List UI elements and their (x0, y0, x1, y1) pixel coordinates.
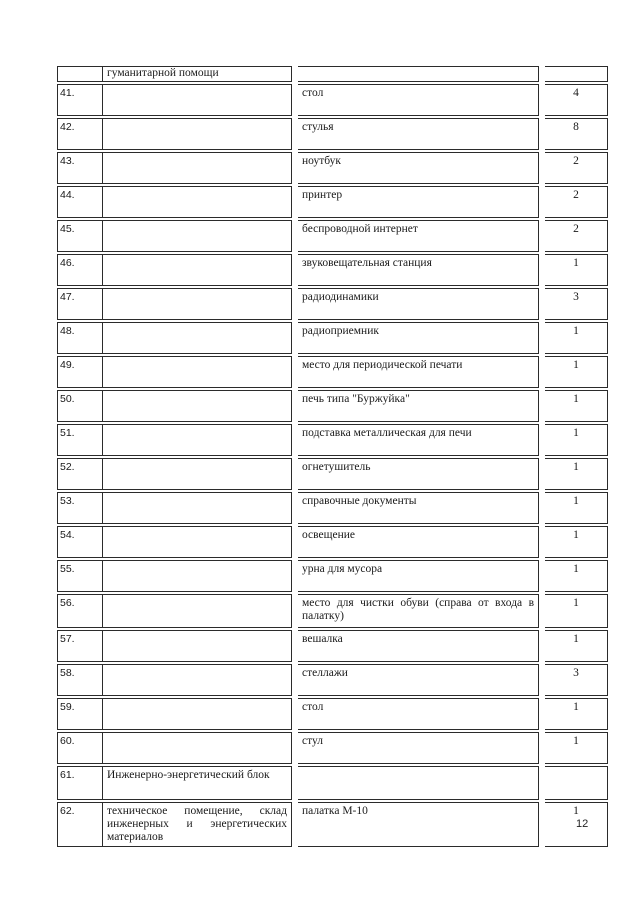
section-cell (103, 560, 292, 592)
qty-cell: 4 (545, 84, 608, 116)
item-cell: стол (298, 698, 539, 730)
item-cell: печь типа "Буржуйка" (298, 390, 539, 422)
section-cell (103, 698, 292, 730)
table-row (57, 220, 608, 252)
row-number: 62. (57, 802, 103, 847)
qty-cell: 1 (545, 356, 608, 388)
section-cell (103, 594, 292, 628)
table-row (57, 390, 608, 422)
row-number: 48. (57, 322, 103, 354)
item-cell: звуковещательная станция (298, 254, 539, 286)
qty-cell: 2 (545, 220, 608, 252)
section-cell: техническое помещение, склад инженерных и энергетических материалов (103, 802, 292, 847)
table-row (57, 458, 608, 490)
table-row (57, 186, 608, 218)
section-cell (103, 322, 292, 354)
qty-cell: 3 (545, 664, 608, 696)
item-cell: урна для мусора (298, 560, 539, 592)
table-row (57, 66, 608, 82)
item-cell: принтер (298, 186, 539, 218)
table-row (57, 732, 608, 764)
row-number: 43. (57, 152, 103, 184)
item-cell: подставка металлическая для печи (298, 424, 539, 456)
item-cell: радиодинамики (298, 288, 539, 320)
section-cell: Инженерно-энергетический блок (103, 766, 292, 800)
item-cell: стул (298, 732, 539, 764)
section-cell (103, 152, 292, 184)
item-cell: огнетушитель (298, 458, 539, 490)
row-number: 57. (57, 630, 103, 662)
section-cell (103, 356, 292, 388)
section-cell (103, 526, 292, 558)
qty-cell: 1 (545, 254, 608, 286)
row-number: 42. (57, 118, 103, 150)
section-cell (103, 84, 292, 116)
row-number: 52. (57, 458, 103, 490)
table-row (57, 356, 608, 388)
qty-cell: 1 (545, 698, 608, 730)
row-number: 55. (57, 560, 103, 592)
row-number: 46. (57, 254, 103, 286)
item-cell: стол (298, 84, 539, 116)
row-number: 49. (57, 356, 103, 388)
section-cell (103, 664, 292, 696)
qty-cell: 1 (545, 492, 608, 524)
row-number: 54. (57, 526, 103, 558)
section-cell (103, 220, 292, 252)
row-number: 51. (57, 424, 103, 456)
table-row (57, 560, 608, 592)
item-cell (298, 66, 539, 82)
section-cell (103, 630, 292, 662)
qty-cell: 1 (545, 390, 608, 422)
item-cell: справочные документы (298, 492, 539, 524)
document-page (57, 64, 606, 849)
section-cell (103, 288, 292, 320)
qty-cell: 1 (545, 732, 608, 764)
section-cell (103, 458, 292, 490)
section-cell: гуманитарной помощи (103, 66, 292, 82)
row-number: 60. (57, 732, 103, 764)
item-cell: стеллажи (298, 664, 539, 696)
row-number: 47. (57, 288, 103, 320)
qty-cell: 3 (545, 288, 608, 320)
item-cell: радиоприемник (298, 322, 539, 354)
qty-cell: 1 (545, 594, 608, 628)
section-cell (103, 186, 292, 218)
item-cell (298, 766, 539, 800)
row-number: 44. (57, 186, 103, 218)
table-row (57, 492, 608, 524)
item-cell: ноутбук (298, 152, 539, 184)
equipment-table (57, 64, 608, 849)
qty-cell: 1 (545, 322, 608, 354)
section-cell (103, 732, 292, 764)
item-cell: беспроводной интернет (298, 220, 539, 252)
row-number: 59. (57, 698, 103, 730)
row-number: 56. (57, 594, 103, 628)
qty-cell: 1 (545, 802, 608, 847)
row-number: 61. (57, 766, 103, 800)
qty-cell: 1 (545, 630, 608, 662)
table-row (57, 254, 608, 286)
item-cell: вешалка (298, 630, 539, 662)
item-cell: стулья (298, 118, 539, 150)
row-number: 41. (57, 84, 103, 116)
section-cell (103, 254, 292, 286)
row-number: 45. (57, 220, 103, 252)
qty-cell: 1 (545, 458, 608, 490)
table-row (57, 152, 608, 184)
qty-cell: 2 (545, 152, 608, 184)
qty-cell: 1 (545, 526, 608, 558)
section-cell (103, 390, 292, 422)
qty-cell (545, 66, 608, 82)
row-number: 53. (57, 492, 103, 524)
item-cell: место для чистки обуви (справа от входа в палатку) (298, 594, 539, 628)
qty-cell (545, 766, 608, 800)
item-cell: освещение (298, 526, 539, 558)
table-row (57, 766, 608, 800)
table-row (57, 802, 608, 847)
table-row (57, 526, 608, 558)
table-row (57, 118, 608, 150)
section-cell (103, 118, 292, 150)
table-row (57, 322, 608, 354)
table-row (57, 594, 608, 628)
table-row (57, 288, 608, 320)
row-number: 58. (57, 664, 103, 696)
row-number: 50. (57, 390, 103, 422)
qty-cell: 2 (545, 186, 608, 218)
qty-cell: 1 (545, 424, 608, 456)
item-cell: место для периодической печати (298, 356, 539, 388)
table-row (57, 424, 608, 456)
table-row (57, 698, 608, 730)
qty-cell: 1 (545, 560, 608, 592)
section-cell (103, 424, 292, 456)
table-row (57, 84, 608, 116)
table-row (57, 664, 608, 696)
item-cell: палатка М-10 (298, 802, 539, 847)
page-number: 12 (576, 818, 589, 830)
row-number (57, 66, 103, 82)
table-row (57, 630, 608, 662)
section-cell (103, 492, 292, 524)
qty-cell: 8 (545, 118, 608, 150)
